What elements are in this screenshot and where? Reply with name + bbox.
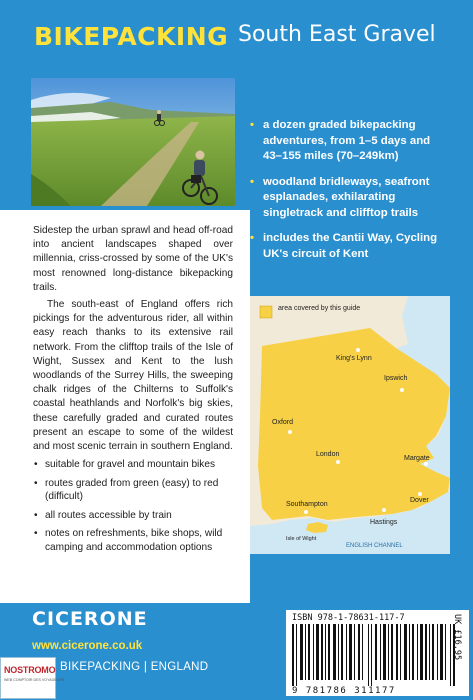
ean-number: 9 781786 311177 [292, 686, 396, 696]
bullet-icon: • [250, 119, 254, 131]
svg-text:London: London [316, 451, 340, 458]
highlight-item: • woodland bridleways, seafront esplanades, exhilarating singletrack and clifftop trails [250, 175, 430, 219]
cover-photo [31, 78, 235, 206]
svg-text:Isle of Wight: Isle of Wight [286, 536, 317, 542]
svg-text:Margate: Margate [404, 455, 430, 462]
barcode [292, 624, 460, 686]
nostromo-stamp: NOSTROMO WEB COMPTOIR DES VOYAGEURS [0, 657, 56, 699]
book-title: BIKEPACKING [34, 22, 229, 51]
map-legend: area covered by this guide [278, 305, 361, 312]
feature-list [33, 458, 233, 554]
title-bar [0, 0, 473, 68]
svg-text:Dover: Dover [410, 497, 429, 504]
svg-text:Ipswich: Ipswich [384, 375, 408, 382]
bullet-icon: • [250, 232, 254, 244]
svg-text:Oxford: Oxford [272, 419, 294, 426]
description-body: The south-east of England offers rich pickings for the adventurous rider, all within easy reach thanks to its extensive rail network. From the clifftop trails of the Isle of Wight, Sussex and Kent to the lush woodlands of the Surrey Hills, the sweeping chalk ridges of the Chilterns to Suffolk's coastal heathlands and Norfolk's big skies, these carefully graded and curated routes present an escape to some of the wildest and most scenic terrain in southern England. [33, 299, 233, 453]
description-text [33, 224, 233, 559]
publisher-url[interactable]: www.cicerone.co.uk [32, 640, 143, 652]
series-label: BIKEPACKING | ENGLAND [60, 661, 209, 673]
area-map [250, 296, 450, 554]
svg-text:Southampton: Southampton [286, 501, 328, 508]
svg-text:ENGLISH CHANNEL: ENGLISH CHANNEL [346, 543, 403, 549]
feature-item: • notes on refreshments, bike shops, wild camping and accommodation options [33, 527, 233, 554]
publisher-logo: CICERONE [32, 608, 148, 630]
description-intro: Sidestep the urban sprawl and head off-road into ancient landscapes shaped over millennia, criss-crossed by some of the UK's most renowned long-distance bikepacking trails. [33, 225, 233, 293]
book-subtitle: South East Gravel [238, 22, 436, 47]
feature-item: • routes graded from green (easy) to red (difficult) [33, 477, 233, 504]
feature-item: • all routes accessible by train [33, 509, 233, 523]
highlight-item: • includes the Cantii Way, Cycling UK's circuit of Kent [250, 232, 438, 260]
highlights-list [250, 118, 450, 272]
svg-text:King's Lynn: King's Lynn [336, 355, 372, 362]
isbn-label: ISBN 978-1-78631-117-7 [292, 613, 405, 623]
svg-text:Hastings: Hastings [370, 519, 398, 526]
barcode-panel [286, 610, 469, 696]
bullet-icon: • [250, 175, 254, 188]
feature-item: • suitable for gravel and mountain bikes [33, 458, 233, 472]
price-label: UK £16.95 [452, 614, 462, 661]
highlight-item: • a dozen graded bikepacking adventures, from 1–5 days and 43–155 miles (70–249km) [250, 119, 431, 162]
